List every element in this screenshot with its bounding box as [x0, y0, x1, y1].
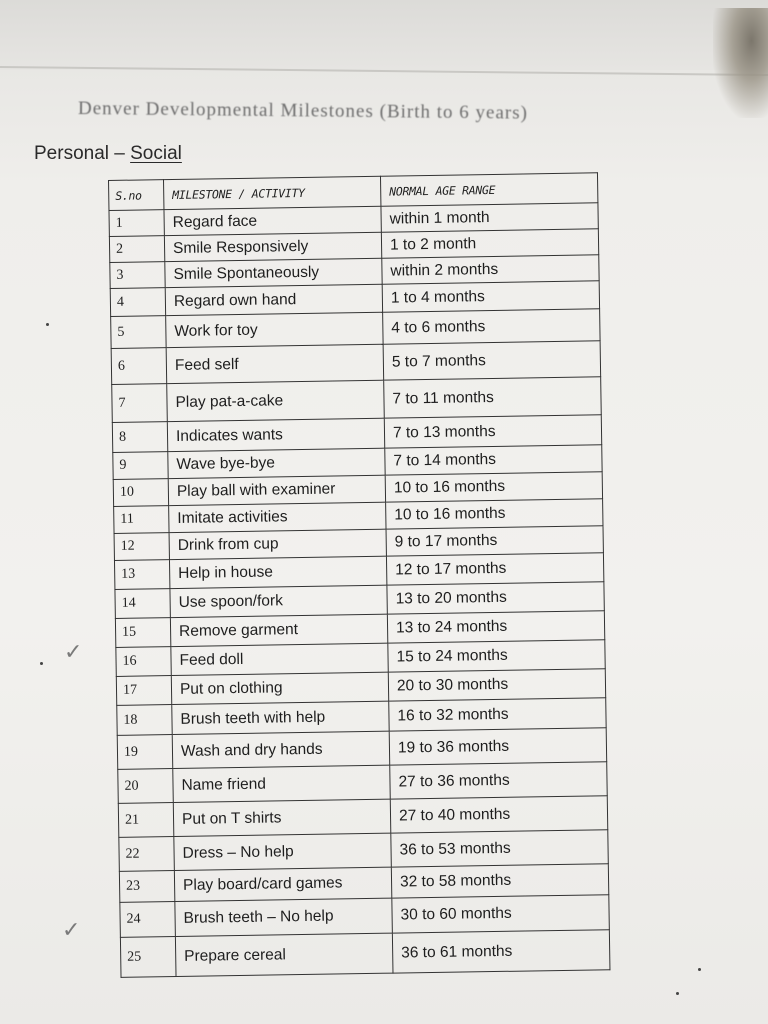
cell-age-range: 27 to 40 months	[390, 796, 608, 833]
cell-activity: Help in house	[169, 556, 386, 588]
cell-age-range: 7 to 14 months	[385, 445, 602, 475]
cell-age-range: 27 to 36 months	[390, 762, 608, 799]
cell-age-range: 7 to 11 months	[384, 377, 602, 418]
cell-activity: Put on clothing	[171, 672, 388, 704]
section-title-prefix: Personal –	[34, 143, 131, 164]
cell-activity: Regard own hand	[165, 284, 382, 315]
cell-activity: Feed doll	[171, 643, 388, 675]
cell-sno: 3	[110, 262, 165, 289]
milestones-table	[108, 172, 610, 978]
cell-age-range: 30 to 60 months	[392, 895, 610, 933]
cell-sno: 22	[119, 837, 175, 872]
cell-age-range: within 2 months	[382, 255, 599, 284]
cell-sno: 11	[114, 506, 169, 534]
cell-activity: Prepare cereal	[175, 933, 393, 976]
cell-age-range: 36 to 61 months	[392, 930, 610, 973]
cell-age-range: 13 to 20 months	[387, 582, 604, 614]
cell-activity: Regard face	[164, 206, 381, 235]
cell-age-range: 1 to 4 months	[382, 281, 599, 312]
cell-activity: Brush teeth with help	[172, 701, 389, 734]
cell-sno: 8	[112, 422, 167, 453]
cell-age-range: 9 to 17 months	[386, 526, 603, 556]
pencil-tick-mark: ✓	[64, 640, 83, 665]
cell-age-range: 20 to 30 months	[388, 669, 605, 701]
cell-sno: 16	[116, 647, 171, 677]
page-top-edge	[0, 0, 768, 70]
cell-activity: Imitate activities	[169, 502, 386, 532]
cell-activity: Play pat-a-cake	[167, 380, 385, 421]
cell-sno: 15	[115, 618, 170, 648]
cell-activity: Play board/card games	[174, 867, 391, 901]
cell-sno: 7	[112, 384, 168, 423]
cell-sno: 4	[110, 288, 165, 317]
cell-activity: Smile Responsively	[164, 232, 381, 261]
cell-sno: 14	[115, 589, 170, 619]
cell-age-range: 15 to 24 months	[388, 640, 605, 672]
corner-smudge	[713, 8, 768, 118]
cell-sno: 23	[119, 871, 174, 903]
header-age-range: NORMAL AGE RANGE	[380, 173, 597, 206]
cell-activity: Brush teeth – No help	[175, 898, 393, 936]
speck-mark	[46, 323, 49, 326]
pencil-tick-mark: ✓	[62, 918, 81, 943]
header-sno: S.no	[109, 180, 164, 211]
cell-age-range: 7 to 13 months	[384, 415, 601, 448]
cell-activity: Wave bye-bye	[168, 448, 385, 478]
cell-age-range: 10 to 16 months	[385, 472, 602, 502]
cell-sno: 2	[109, 236, 164, 263]
cell-sno: 10	[113, 479, 168, 507]
cell-age-range: within 1 month	[381, 203, 598, 232]
speck-mark	[698, 968, 701, 971]
cell-activity: Drink from cup	[169, 529, 386, 559]
cell-activity: Dress – No help	[174, 833, 392, 870]
cell-age-range: 19 to 36 months	[389, 728, 607, 765]
header-activity: MILESTONE / ACTIVITY	[164, 176, 381, 209]
cell-age-range: 36 to 53 months	[391, 830, 609, 867]
speck-mark	[40, 662, 43, 665]
document-title: Denver Developmental Milestones (Birth to 6 years)	[77, 98, 529, 124]
cell-activity: Feed self	[166, 344, 384, 383]
speck-mark	[676, 992, 679, 995]
cell-activity: Wash and dry hands	[172, 731, 390, 768]
cell-activity: Use spoon/fork	[170, 585, 387, 617]
cell-activity: Name friend	[173, 765, 391, 802]
cell-age-range: 4 to 6 months	[383, 309, 600, 344]
cell-age-range: 32 to 58 months	[391, 864, 608, 898]
cell-activity: Play ball with examiner	[168, 475, 385, 505]
cell-sno: 6	[111, 348, 167, 385]
cell-activity: Remove garment	[170, 614, 387, 646]
cell-sno: 25	[120, 937, 176, 978]
section-title	[34, 143, 182, 165]
cell-sno: 1	[109, 210, 164, 237]
cell-age-range: 12 to 17 months	[386, 553, 603, 585]
cell-sno: 9	[113, 452, 168, 480]
cell-activity: Indicates wants	[167, 418, 384, 451]
cell-age-range: 1 to 2 month	[381, 229, 598, 258]
cell-age-range: 5 to 7 months	[383, 341, 601, 380]
cell-age-range: 16 to 32 months	[389, 698, 606, 731]
cell-sno: 18	[117, 705, 172, 736]
section-title-word: Social	[130, 143, 182, 164]
table-row	[120, 930, 610, 978]
cell-sno: 19	[117, 735, 173, 770]
cell-age-range: 13 to 24 months	[387, 611, 604, 643]
cell-sno: 20	[118, 769, 174, 804]
cell-activity: Smile Spontaneously	[165, 258, 382, 287]
cell-sno: 17	[116, 676, 171, 706]
cell-sno: 13	[114, 560, 169, 590]
cell-sno: 12	[114, 533, 169, 561]
cell-age-range: 10 to 16 months	[386, 499, 603, 529]
cell-activity: Put on T shirts	[173, 799, 391, 836]
cell-sno: 5	[111, 316, 166, 349]
cell-sno: 21	[118, 803, 174, 838]
cell-activity: Work for toy	[166, 312, 383, 347]
cell-sno: 24	[120, 902, 176, 938]
milestones-table-wrap	[108, 172, 610, 978]
